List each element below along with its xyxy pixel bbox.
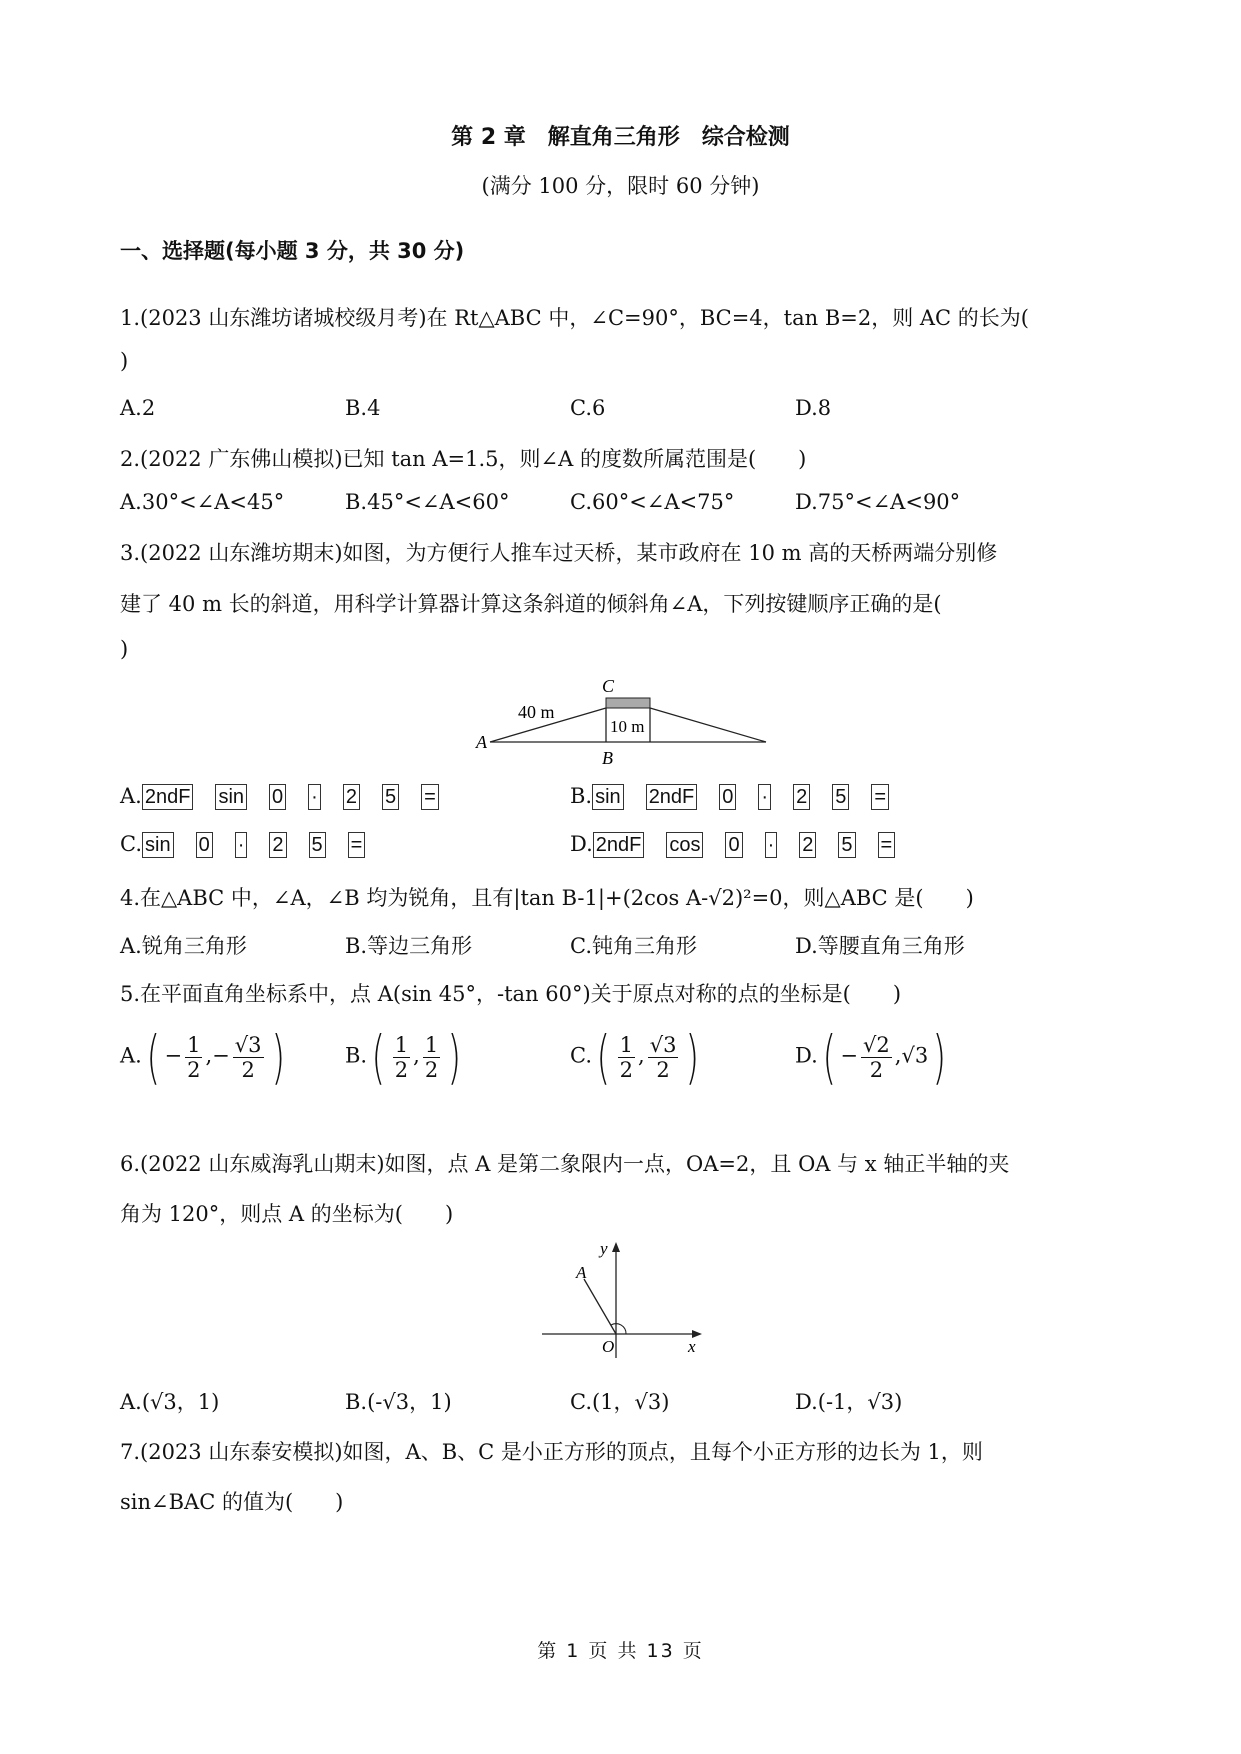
key: · xyxy=(235,832,248,858)
page-footer: 第 1 页 共 13 页 xyxy=(537,1640,704,1662)
key: 0 xyxy=(725,832,742,858)
question-5-text: 5.在平面直角坐标系中，点 A(sin 45°，-tan 60°)关于原点对称的点的坐标是( ) xyxy=(120,982,902,1006)
key: = xyxy=(421,784,439,810)
question-3-text-end: ) xyxy=(120,637,129,661)
option-prefix: C. xyxy=(570,1043,592,1068)
key: sin xyxy=(142,832,174,858)
question-6-text-cont: 角为 120°，则点 A 的坐标为( ) xyxy=(120,1202,454,1226)
page-title: 第 2 章 解直角三角形 综合检测 xyxy=(451,125,790,150)
q3-option-c xyxy=(120,832,387,858)
q1-option-c: C.6 xyxy=(570,396,606,420)
q1-option-b: B.4 xyxy=(345,396,381,420)
option-prefix: A. xyxy=(120,784,142,808)
q1-option-d: D.8 xyxy=(795,396,832,420)
denominator: 2 xyxy=(619,1057,634,1082)
fraction xyxy=(648,1033,679,1082)
q3-option-a xyxy=(120,784,461,810)
label-a: A xyxy=(476,732,487,752)
separator: , xyxy=(638,1043,645,1068)
key: 2 xyxy=(799,832,816,858)
q1-option-a: A.2 xyxy=(120,396,156,420)
question-1-text: 1.(2023 山东潍坊诸城校级月考)在 Rt△ABC 中，∠C=90°，BC=4，tan B=2，则 AC 的长为( xyxy=(120,306,1029,330)
label-height: 10 m xyxy=(610,717,645,736)
q2-option-d: D.75°<∠A<90° xyxy=(795,490,961,514)
key: 2ndF xyxy=(646,784,698,810)
numerator: √3 xyxy=(234,1032,262,1057)
key: 0 xyxy=(196,832,213,858)
key: 0 xyxy=(719,784,736,810)
q6-option-b: B.(-√3，1) xyxy=(345,1390,452,1414)
question-2-text: 2.(2022 广东佛山模拟)已知 tan A=1.5，则∠A 的度数所属范围是( ) xyxy=(120,447,807,471)
key: 2ndF xyxy=(142,784,194,810)
separator: , xyxy=(413,1043,420,1068)
q5-option-d: D.( − $\frac{√2}{2}$ ,√3) xyxy=(795,1023,947,1091)
key: sin xyxy=(592,784,624,810)
label-c: C xyxy=(602,676,615,696)
q2-option-c: C.60°<∠A<75° xyxy=(570,490,735,514)
q4-option-c: C.钝角三角形 xyxy=(570,934,697,958)
fraction xyxy=(423,1033,440,1082)
key: = xyxy=(348,832,366,858)
option-prefix: D. xyxy=(570,832,593,856)
label-a: A xyxy=(576,1263,587,1282)
fraction xyxy=(185,1033,202,1082)
key: 5 xyxy=(838,832,855,858)
q6-option-c: C.(1，√3) xyxy=(570,1390,670,1414)
fraction xyxy=(618,1033,635,1082)
question-3-text-cont: 建了 40 m 长的斜道，用科学计算器计算这条斜道的倾斜角∠A，下列按键顺序正确的是( xyxy=(120,592,942,616)
key: 5 xyxy=(309,832,326,858)
label-slope: 40 m xyxy=(518,702,555,722)
numerator: 1 xyxy=(394,1032,409,1057)
key: 2 xyxy=(793,784,810,810)
q2-option-b: B.45°<∠A<60° xyxy=(345,490,510,514)
sign: − xyxy=(840,1043,859,1068)
numerator: 1 xyxy=(424,1032,439,1057)
key: · xyxy=(308,784,321,810)
key: 0 xyxy=(269,784,286,810)
q4-option-a: A.锐角三角形 xyxy=(120,934,247,958)
key: 5 xyxy=(382,784,399,810)
key: = xyxy=(871,784,889,810)
separator: , xyxy=(205,1043,213,1068)
q2-option-a: A.30°<∠A<45° xyxy=(120,490,285,514)
q3-option-b xyxy=(570,784,911,810)
label-x: x xyxy=(688,1337,696,1356)
option-prefix: D. xyxy=(795,1043,818,1068)
question-7-text-cont: sin∠BAC 的值为( ) xyxy=(120,1490,344,1514)
sign: − xyxy=(212,1043,230,1068)
q6-option-d: D.(-1，√3) xyxy=(795,1390,903,1414)
question-6-text: 6.(2022 山东威海乳山期末)如图，点 A 是第二象限内一点，OA=2，且 OA 与 x 轴正半轴的夹 xyxy=(120,1152,1010,1176)
numerator: √2 xyxy=(863,1032,890,1057)
numerator: 1 xyxy=(187,1032,201,1057)
key: 2ndF xyxy=(593,832,645,858)
denominator: 2 xyxy=(656,1057,670,1082)
key: cos xyxy=(666,832,703,858)
question-3-text: 3.(2022 山东潍坊期末)如图，为方便行人推车过天桥，某市政府在 10 m 高的天桥两端分别修 xyxy=(120,541,998,565)
coordinate-figure xyxy=(540,1236,710,1362)
q5-option-b: B.( $\frac{1}{2}$ , $\frac{1}{2}$ ) xyxy=(345,1023,462,1091)
q3-option-d xyxy=(570,832,917,858)
key: · xyxy=(765,832,778,858)
question-4-text: 4.在△ABC 中，∠A，∠B 均为锐角，且有|tan B-1|+(2cos A-√2)²=0，则△ABC 是( ) xyxy=(120,886,974,910)
question-7-text: 7.(2023 山东泰安模拟)如图，A、B、C 是小正方形的顶点，且每个小正方形的边长为 1，则 xyxy=(120,1440,983,1464)
label-b: B xyxy=(602,748,613,768)
option-prefix: A. xyxy=(120,1043,142,1068)
numerator: √3 xyxy=(649,1032,677,1057)
bridge-figure xyxy=(470,670,780,770)
q4-option-b: B.等边三角形 xyxy=(345,934,473,958)
denominator: 2 xyxy=(187,1057,201,1082)
section-heading: 一、选择题(每小题 3 分，共 30 分) xyxy=(120,239,465,263)
option-prefix: B. xyxy=(345,1043,368,1068)
key: 2 xyxy=(343,784,360,810)
question-1-text-cont: ) xyxy=(120,349,129,373)
option-prefix: B. xyxy=(570,784,593,808)
q5-option-c: C.( $\frac{1}{2}$ , $\frac{√3}{2}$ ) xyxy=(570,1023,700,1091)
q4-option-d: D.等腰直角三角形 xyxy=(795,934,965,958)
option-prefix: C. xyxy=(120,832,142,856)
separator: , xyxy=(894,1043,902,1068)
denominator: 2 xyxy=(394,1057,409,1082)
key: sin xyxy=(215,784,247,810)
denominator: 2 xyxy=(241,1057,255,1082)
q5-option-a: A.( − $\frac{1}{2}$ ,− $\frac{√3}{2}$ ) xyxy=(120,1023,285,1091)
key: · xyxy=(758,784,771,810)
sign: − xyxy=(164,1043,183,1068)
label-o: O xyxy=(602,1337,615,1356)
radical: √3 xyxy=(901,1043,929,1068)
key: 2 xyxy=(269,832,286,858)
fraction xyxy=(861,1033,892,1082)
fraction xyxy=(393,1033,410,1082)
denominator: 2 xyxy=(869,1057,884,1082)
denominator: 2 xyxy=(424,1057,439,1082)
label-y: y xyxy=(600,1239,608,1258)
q6-option-a: A.(√3，1) xyxy=(120,1390,220,1414)
key: 5 xyxy=(832,784,849,810)
key: = xyxy=(878,832,896,858)
fraction xyxy=(233,1033,264,1082)
numerator: 1 xyxy=(619,1032,634,1057)
page-subtitle: (满分 100 分，限时 60 分钟) xyxy=(481,174,760,198)
